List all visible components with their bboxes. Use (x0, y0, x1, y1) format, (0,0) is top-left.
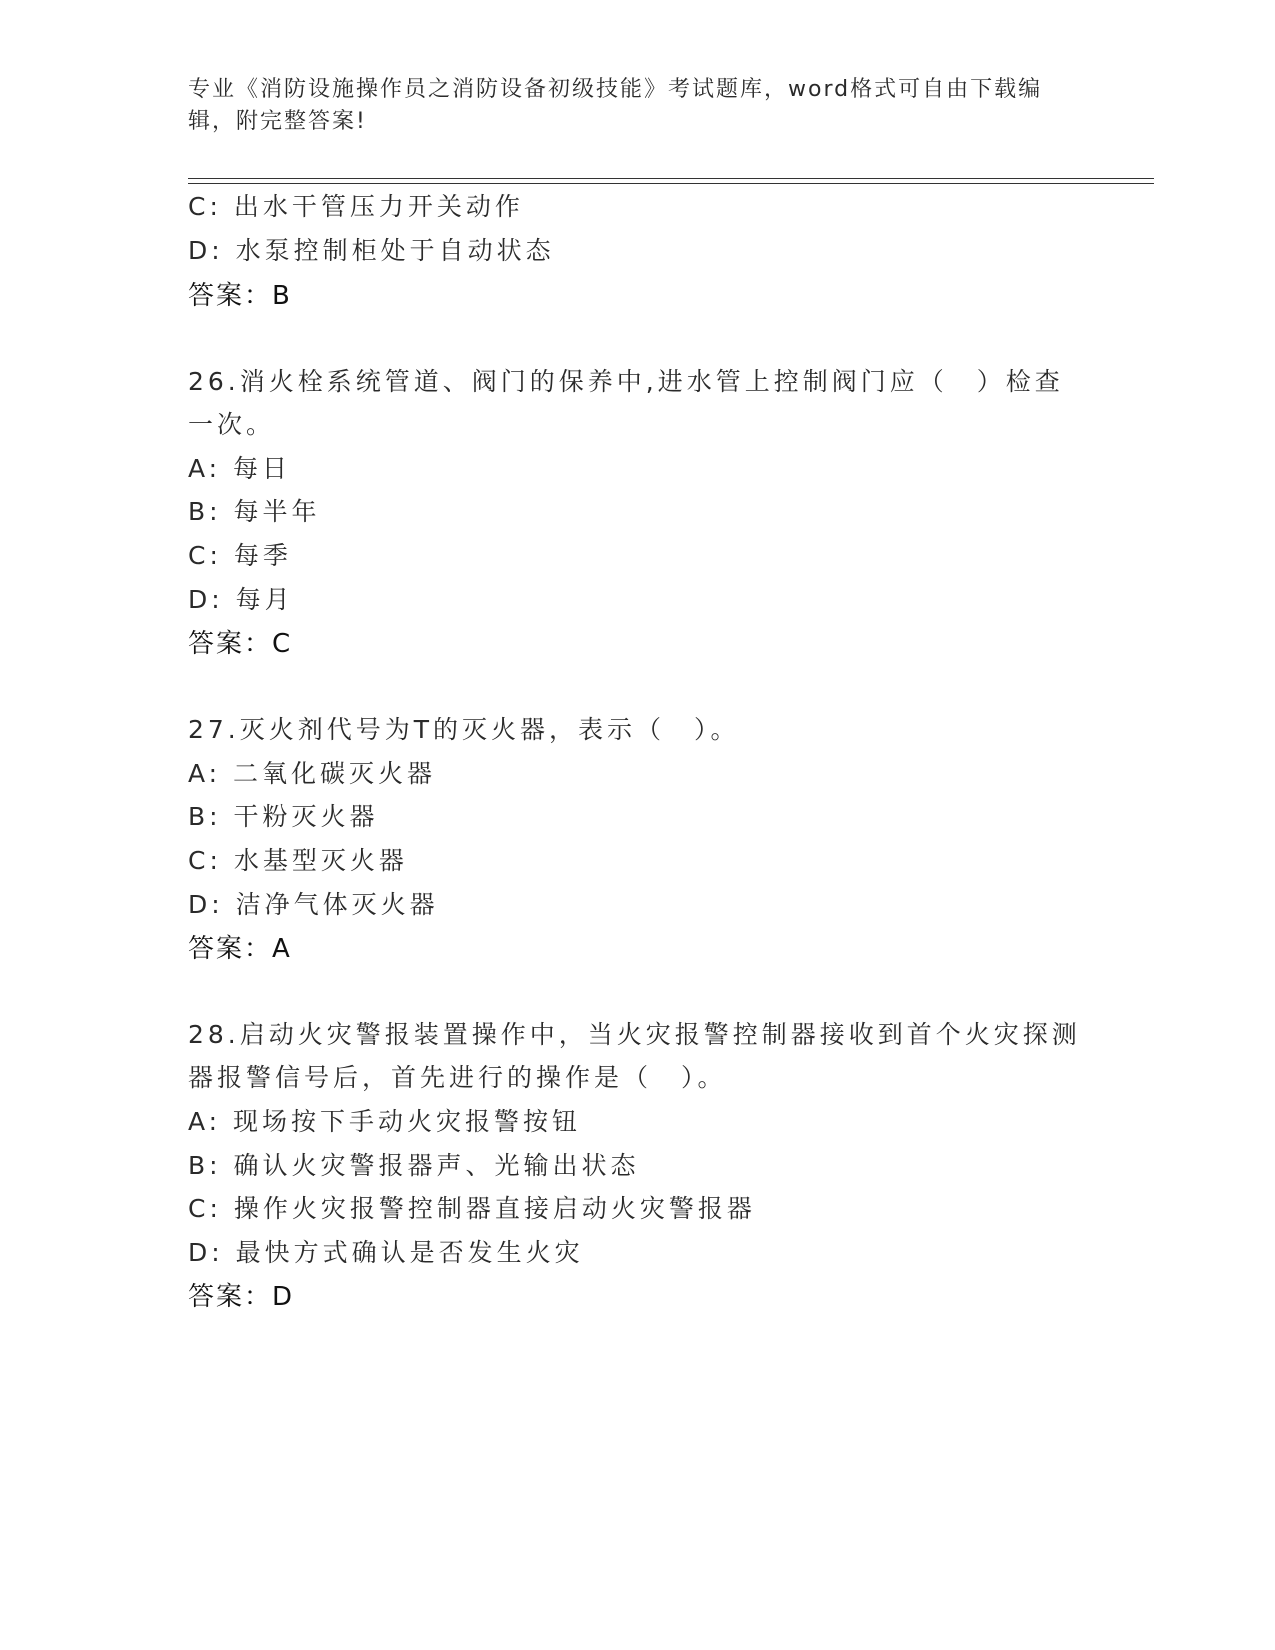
question-stem-28: 28.启动火灾警报装置操作中，当火灾报警控制器接收到首个火灾探测 (188, 1020, 1081, 1049)
header-divider-top (188, 178, 1154, 179)
option-d: D: 最快方式确认是否发生火灾 (188, 1238, 584, 1267)
page-header (188, 74, 1088, 138)
option-c: C: 水基型灭火器 (188, 846, 408, 875)
header-line-2: 辑，附完整答案! (188, 109, 367, 134)
question-stem-27: 27.灭火剂代号为T的灭火器，表示（ ）。 (188, 715, 740, 744)
option-b: B: 确认火灾警报器声、光输出状态 (188, 1151, 640, 1180)
answer-label: 答案：B (188, 281, 292, 311)
option-c: C: 出水干管压力开关动作 (188, 192, 524, 221)
option-c: C: 每季 (188, 541, 292, 570)
option-a: A: 二氧化碳灭火器 (188, 759, 437, 788)
header-line-1: 专业《消防设施操作员之消防设备初级技能》考试题库，word格式可自由下载编 (188, 77, 1043, 102)
option-b: B: 干粉灭火器 (188, 802, 379, 831)
answer-label: 答案：C (188, 629, 293, 659)
question-stem-26: 26.消火栓系统管道、阀门的保养中,进水管上控制阀门应（ ）检查 (188, 367, 1064, 396)
option-d: D: 每月 (188, 585, 294, 614)
answer-label: 答案：A (188, 934, 292, 964)
answer-label: 答案：D (188, 1282, 295, 1312)
option-c: C: 操作火灾报警控制器直接启动火灾警报器 (188, 1194, 756, 1223)
option-a: A: 现场按下手动火灾报警按钮 (188, 1107, 582, 1136)
option-a: A: 每日 (188, 454, 292, 483)
option-d: D: 洁净气体灭火器 (188, 890, 439, 919)
header-divider-bottom (188, 183, 1154, 184)
option-b: B: 每半年 (188, 497, 321, 526)
question-stem-26-cont: 一次。 (188, 410, 276, 439)
option-d: D: 水泵控制柜处于自动状态 (188, 236, 555, 265)
question-stem-28-cont: 器报警信号后，首先进行的操作是（ ）。 (188, 1063, 727, 1092)
